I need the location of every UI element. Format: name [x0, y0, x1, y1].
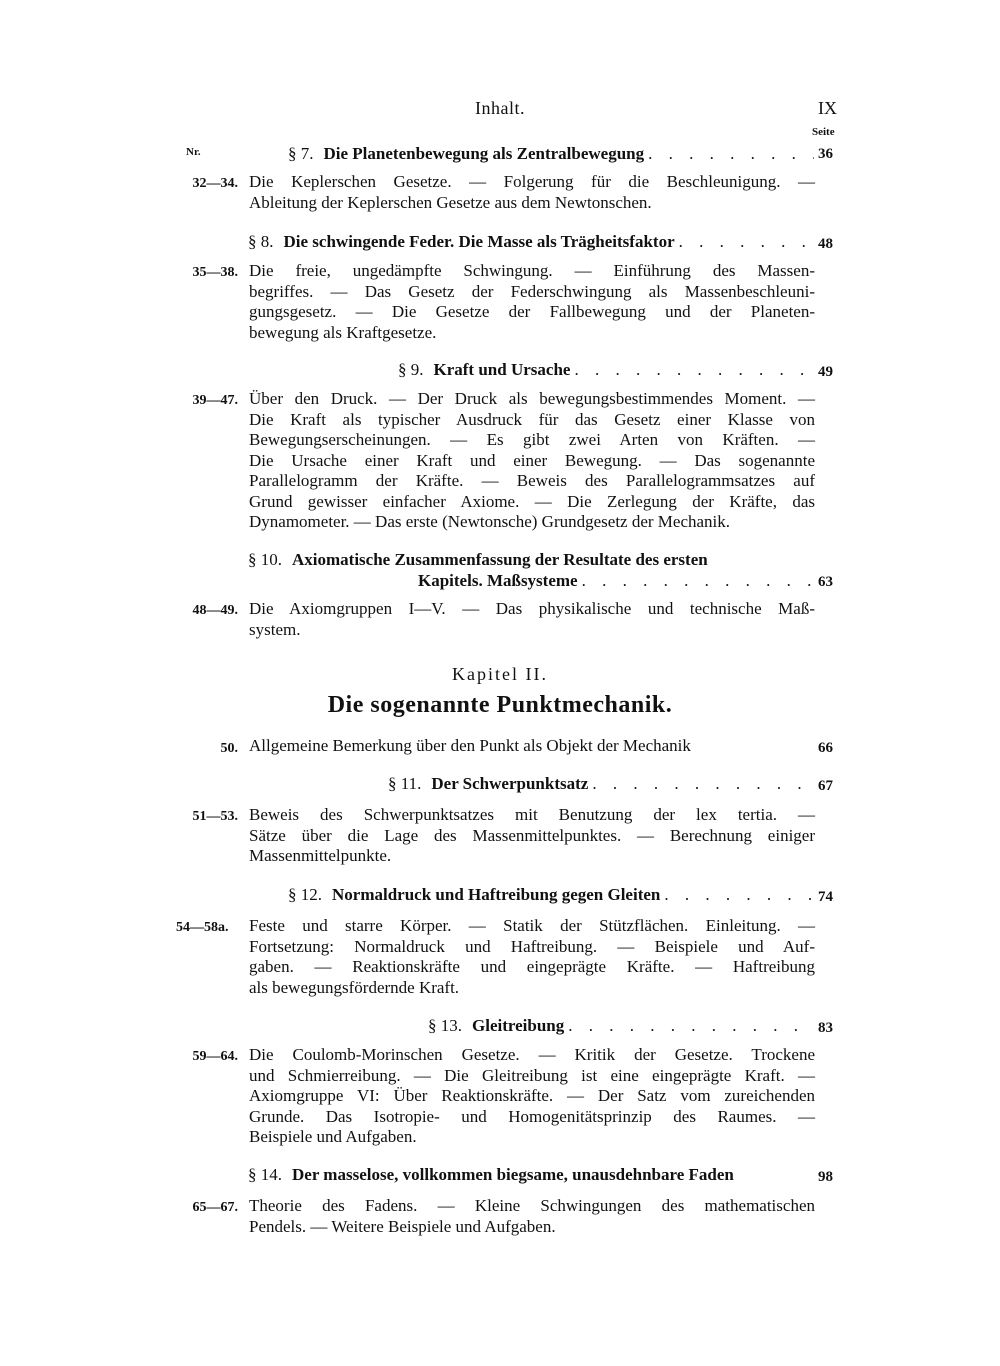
section-title: Die Planetenbewegung als Zentralbewegung: [323, 144, 645, 163]
section-page-9: 49: [818, 364, 833, 380]
entry-line: Pendels. — Weitere Beispiele und Aufgaben.: [249, 1216, 556, 1236]
section-heading-9: [398, 360, 814, 380]
section-heading-10-line1: [248, 550, 814, 570]
dot-leader: [679, 232, 814, 252]
entry-line: Theorie des Fadens. — Kleine Schwingungen des mathematischen: [249, 1196, 815, 1215]
dot-leader: [568, 1016, 814, 1036]
entry-number: 54—58a.: [176, 920, 229, 935]
section-title: Normaldruck und Haftreibung gegen Gleiten: [332, 885, 661, 904]
entry-page-50: 66: [818, 740, 833, 756]
entry-number: 35—38.: [192, 265, 238, 280]
entry-line: gungsgesetz. — Die Gesetze der Fallbewegung und der Planeten-: [249, 302, 815, 321]
section-heading-8: [248, 232, 814, 252]
entry-line: system.: [249, 619, 301, 639]
entry-text: [249, 261, 815, 343]
section-number: § 10.: [248, 550, 282, 569]
entry-text: [249, 805, 815, 867]
section-heading-10-line2: [418, 571, 814, 591]
section-number: § 7.: [288, 144, 314, 163]
nr-column-label: Nr.: [186, 146, 201, 158]
entry-line: und Schmierreibung. — Die Gleitreibung ist eine eingeprägte Kraft. —: [249, 1065, 815, 1085]
entry-number: 50.: [220, 741, 238, 756]
section-page-14: 98: [818, 1169, 833, 1185]
entry-line: gaben. — Reaktionskräfte und eingeprägte Kräfte. — Haftreibung: [249, 957, 815, 976]
chapter-title: Die sogenannte Punktmechanik.: [327, 692, 673, 718]
page-number: IX: [818, 98, 837, 118]
section-page-10: 63: [818, 574, 833, 590]
section-number: § 14.: [248, 1165, 282, 1184]
section-number: § 13.: [428, 1016, 462, 1035]
entry-number: 59—64.: [192, 1049, 238, 1064]
entry-line: Parallelogramm der Kräfte. — Beweis des Parallelogrammsatzes auf: [249, 471, 815, 490]
entry-number: 48—49.: [192, 603, 238, 618]
entry-text: [249, 599, 815, 640]
entry-line: Die Coulomb-Morinschen Gesetze. — Kritik der Gesetze. Trockene: [249, 1045, 815, 1064]
entry-line: Beweis des Schwerpunktsatzes mit Benutzung der lex tertia. —: [249, 805, 815, 824]
dot-leader: [648, 144, 814, 164]
entry-number: 32—34.: [192, 176, 238, 191]
entry-line: als bewegungsfördernde Kraft.: [249, 977, 460, 997]
entry-line: begriffes. — Das Gesetz der Federschwingung als Massenbeschleuni-: [249, 281, 815, 301]
entry-line: Massenmittelpunkte.: [249, 846, 392, 865]
entry-line: Über den Druck. — Der Druck als bewegungsbestimmendes Moment. —: [249, 389, 815, 408]
entry-line: Grund gewisser einfacher Axiome. — Die Zerlegung der Kräfte, das: [249, 491, 815, 511]
dot-leader: [592, 774, 814, 794]
chapter-label: Kapitel II.: [452, 664, 548, 684]
section-number: § 9.: [398, 360, 424, 379]
section-title: Der Schwerpunktsatz: [431, 774, 589, 793]
entry-text: [249, 916, 815, 998]
section-heading-14: [248, 1165, 814, 1185]
entry-line: Fortsetzung: Normaldruck und Haftreibung. — Beispiele und Auf-: [249, 936, 815, 956]
entry-text: [249, 1196, 815, 1237]
entry-line: Ableitung der Keplerschen Gesetze aus dem Newtonschen.: [249, 192, 652, 212]
entry-number: 39—47.: [192, 393, 238, 408]
entry-text: Allgemeine Bemerkung über den Punkt als Objekt der Mechanik: [249, 736, 691, 755]
section-heading-11: [388, 774, 814, 794]
entry-text: [249, 1045, 815, 1148]
dot-leader: [574, 360, 814, 380]
entry-line: Die freie, ungedämpfte Schwingung. — Einführung des Massen-: [249, 261, 815, 280]
entry-line: Beispiele und Aufgaben.: [249, 1127, 417, 1146]
section-page-12: 74: [818, 889, 833, 905]
running-header-title: Inhalt.: [475, 98, 525, 118]
section-page-7: 36: [818, 146, 833, 162]
entry-line: Bewegungserscheinungen. — Es gibt zwei Arten von Kräften. —: [249, 430, 815, 449]
section-heading-12: [288, 885, 814, 905]
section-title: Der masselose, vollkommen biegsame, unausdehnbare Faden: [292, 1165, 734, 1184]
seite-column-label: Seite: [812, 126, 835, 138]
entry-line: Die Ursache einer Kraft und einer Bewegung. — Das sogenannte: [249, 450, 815, 470]
entry-text: [249, 389, 815, 533]
entry-line: Die Kraft als typischer Ausdruck für das Gesetz einer Klasse von: [249, 409, 815, 429]
section-number: § 12.: [288, 885, 322, 904]
dot-leader: [582, 571, 814, 591]
section-title: Kapitels. Maßsysteme: [418, 571, 578, 590]
dot-leader: [664, 885, 814, 905]
entry-line: Axiomgruppe VI: Über Reaktionskräfte. — Der Satz vom zureichenden: [249, 1086, 815, 1105]
section-page-11: 67: [818, 778, 833, 794]
section-number: § 11.: [388, 774, 422, 793]
entry-line: Die Axiomgruppen I—V. — Das physikalische und technische Maß-: [249, 599, 815, 618]
entry-line: Sätze über die Lage des Massenmittelpunktes. — Berechnung einiger: [249, 825, 815, 845]
entry-line: Grunde. Das Isotropie- und Homogenitätsprinzip des Raumes. —: [249, 1106, 815, 1126]
entry-line: Feste und starre Körper. — Statik der Stützflächen. Einleitung. —: [249, 916, 815, 935]
section-title: Kraft und Ursache: [433, 360, 571, 379]
entry-line: bewegung als Kraftgesetze.: [249, 322, 437, 342]
section-title: Axiomatische Zusammenfassung der Resultate des ersten: [292, 550, 708, 569]
entry-number: 65—67.: [192, 1200, 238, 1215]
entry-line: Dynamometer. — Das erste (Newtonsche) Grundgesetz der Mechanik.: [249, 512, 731, 531]
section-title: Die schwingende Feder. Die Masse als Trägheitsfaktor: [283, 232, 675, 251]
section-page-8: 48: [818, 236, 833, 252]
entry-line: Die Keplerschen Gesetze. — Folgerung für die Beschleunigung. —: [249, 172, 815, 191]
section-title: Gleitreibung: [472, 1016, 565, 1035]
section-page-13: 83: [818, 1020, 833, 1036]
entry-number: 51—53.: [192, 809, 238, 824]
section-number: § 8.: [248, 232, 274, 251]
entry-text: [249, 172, 815, 213]
section-heading-13: [428, 1016, 814, 1036]
section-heading-7: [288, 144, 814, 164]
